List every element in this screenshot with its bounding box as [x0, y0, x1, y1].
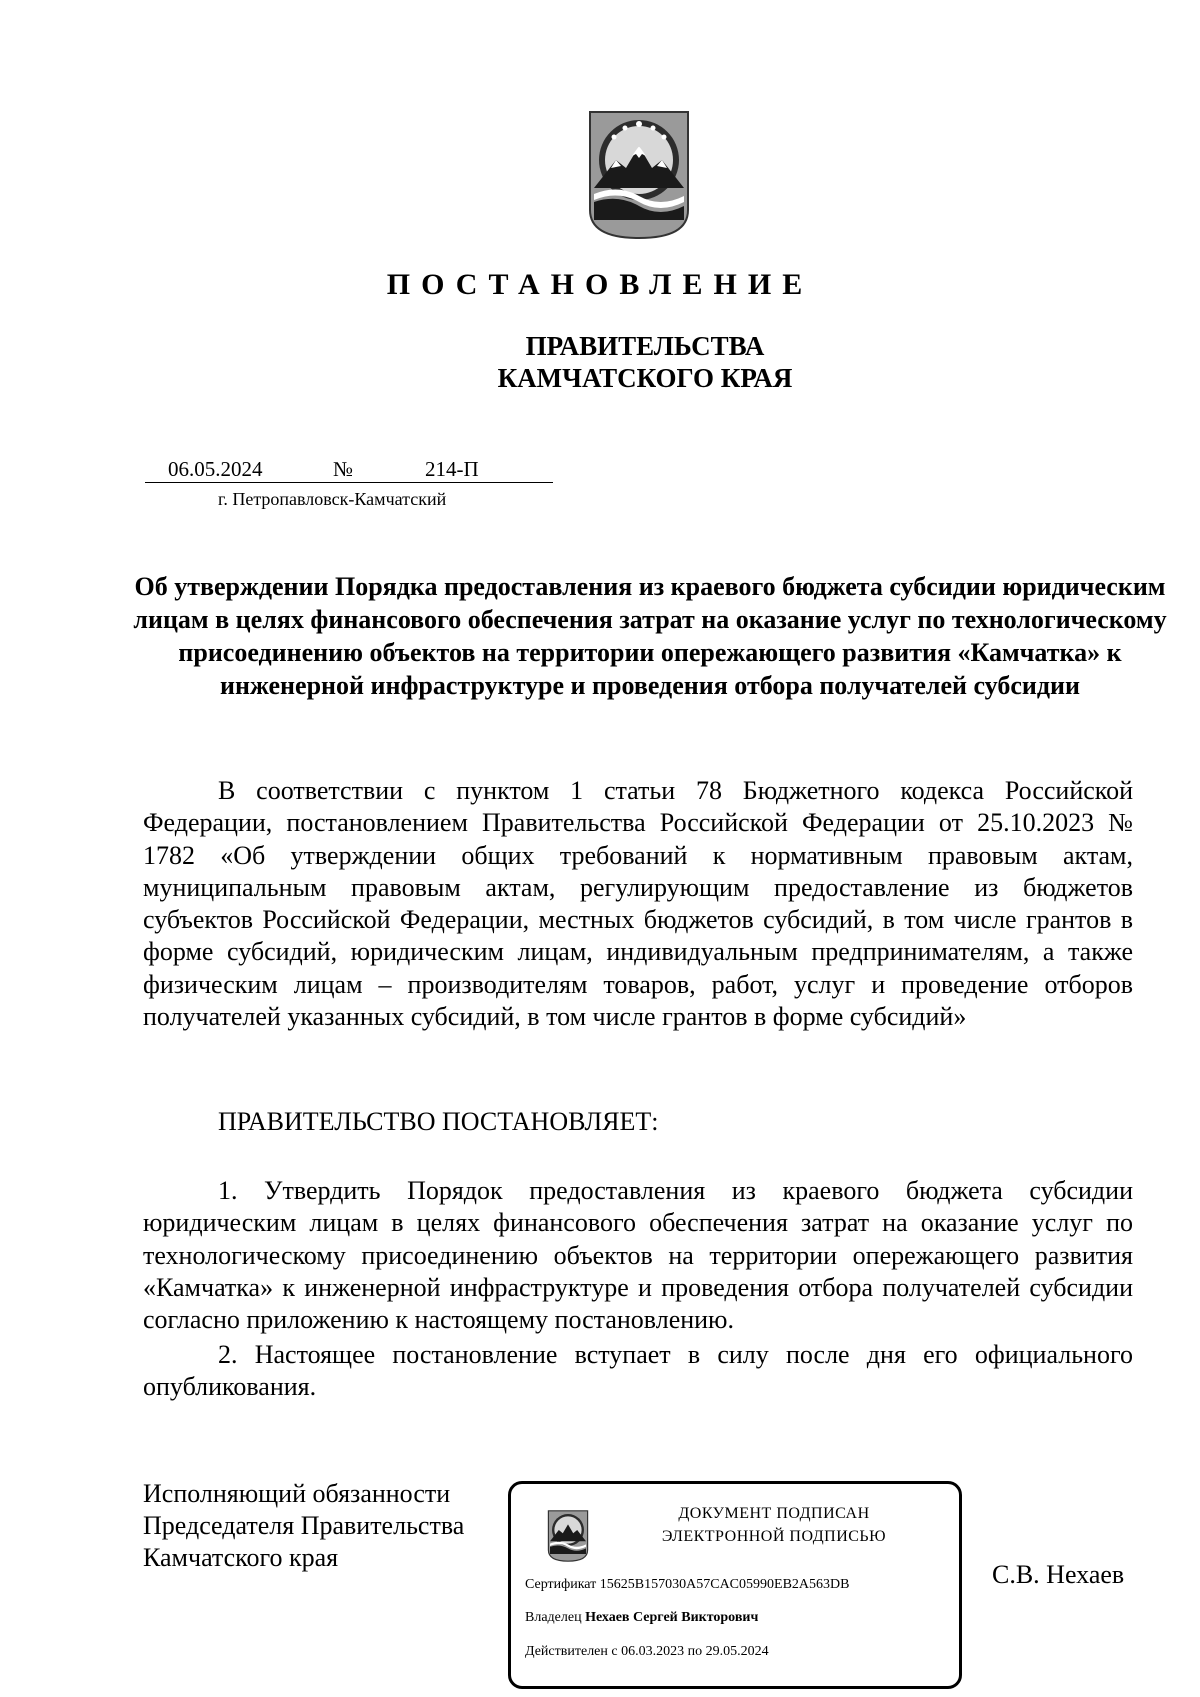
valid-from: 06.03.2023	[621, 1644, 685, 1659]
owner-value: Нехаев Сергей Викторович	[585, 1610, 759, 1625]
document-title: Об утверждении Порядка предоставления из краевого бюджета субсидии юридическим лицам в целях финансового обеспечения затрат на оказание услуг по технологическому присоединению объектов на территории опережающего развития «Камчатка» к инженерной инфраструктуре и проведения отбора получателей субсидии	[133, 572, 1167, 700]
valid-to-label: по	[687, 1644, 703, 1659]
stamp-heading-line-1: ДОКУМЕНТ ПОДПИСАН	[678, 1505, 870, 1522]
certificate-value: 15625B157030A57CAC05990EB2A563DB	[599, 1577, 850, 1592]
number-sign: №	[333, 457, 354, 481]
document-type-heading: ПОСТАНОВЛЕНИЕ	[386, 268, 814, 301]
electronic-signature-stamp	[508, 1481, 962, 1689]
certificate-line	[525, 1577, 849, 1593]
certificate-label: Сертификат	[525, 1577, 597, 1592]
kamchatka-coat-of-arms-icon	[588, 110, 690, 240]
meta-underline	[145, 482, 553, 483]
kamchatka-coat-of-arms-icon	[545, 1510, 591, 1562]
position-line-3: Камчатского края	[143, 1543, 339, 1572]
valid-to: 29.05.2024	[705, 1644, 769, 1659]
position-line-1: Исполняющий обязанности	[143, 1479, 451, 1508]
document-city: г. Петропавловск-Камчатский	[218, 489, 447, 509]
stamp-heading	[589, 1502, 959, 1548]
owner-line	[525, 1610, 758, 1626]
authority-line-2: КАМЧАТСКОГО КРАЯ	[497, 363, 793, 393]
preamble-paragraph: В соответствии с пунктом 1 статьи 78 Бюджетного кодекса Российской Федерации, постановлением Правительства Российской Федерации от 25.10.2023 № 1782 «Об утверждении общих требований к нормативным правовым актам, муниципальным правовым актам, регулирующим предоставление из бюджетов субъектов Российской Федерации, местных бюджетов субсидий, в том числе грантов в форме субсидий, юридическим лицам, индивидуальным предпринимателям, а также физическим лицам – производителям товаров, работ, услуг и проведение отборов получателей указанных субсидий, в том числе грантов в форме субсидий»	[143, 776, 1133, 1032]
issuing-authority	[0, 330, 1200, 394]
validity-line	[525, 1644, 769, 1660]
item-1-paragraph: 1. Утвердить Порядок предоставления из краевого бюджета субсидии юридическим лицам в целях финансового обеспечения затрат на оказание услуг по технологическому присоединению объектов на территории опережающего развития «Камчатка» к инженерной инфраструктуре и проведения отбора получателей субсидии согласно приложению к настоящему постановлению.	[143, 1176, 1133, 1335]
valid-label: Действителен с	[525, 1644, 618, 1659]
signatory-name: С.В. Нехаев	[992, 1560, 1125, 1589]
document-date: 06.05.2024	[168, 457, 263, 481]
owner-label: Владелец	[525, 1610, 582, 1625]
authority-line-1: ПРАВИТЕЛЬСТВА	[525, 331, 765, 361]
position-line-2: Председателя Правительства	[143, 1511, 465, 1540]
item-2-paragraph: 2. Настоящее постановление вступает в силу после дня его официального опубликования.	[143, 1340, 1133, 1402]
decree-statement: ПРАВИТЕЛЬСТВО ПОСТАНОВЛЯЕТ:	[218, 1107, 659, 1136]
stamp-heading-line-2: ЭЛЕКТРОННОЙ ПОДПИСЬЮ	[661, 1528, 887, 1545]
signatory-position	[143, 1478, 464, 1574]
document-number: 214-П	[425, 457, 479, 481]
